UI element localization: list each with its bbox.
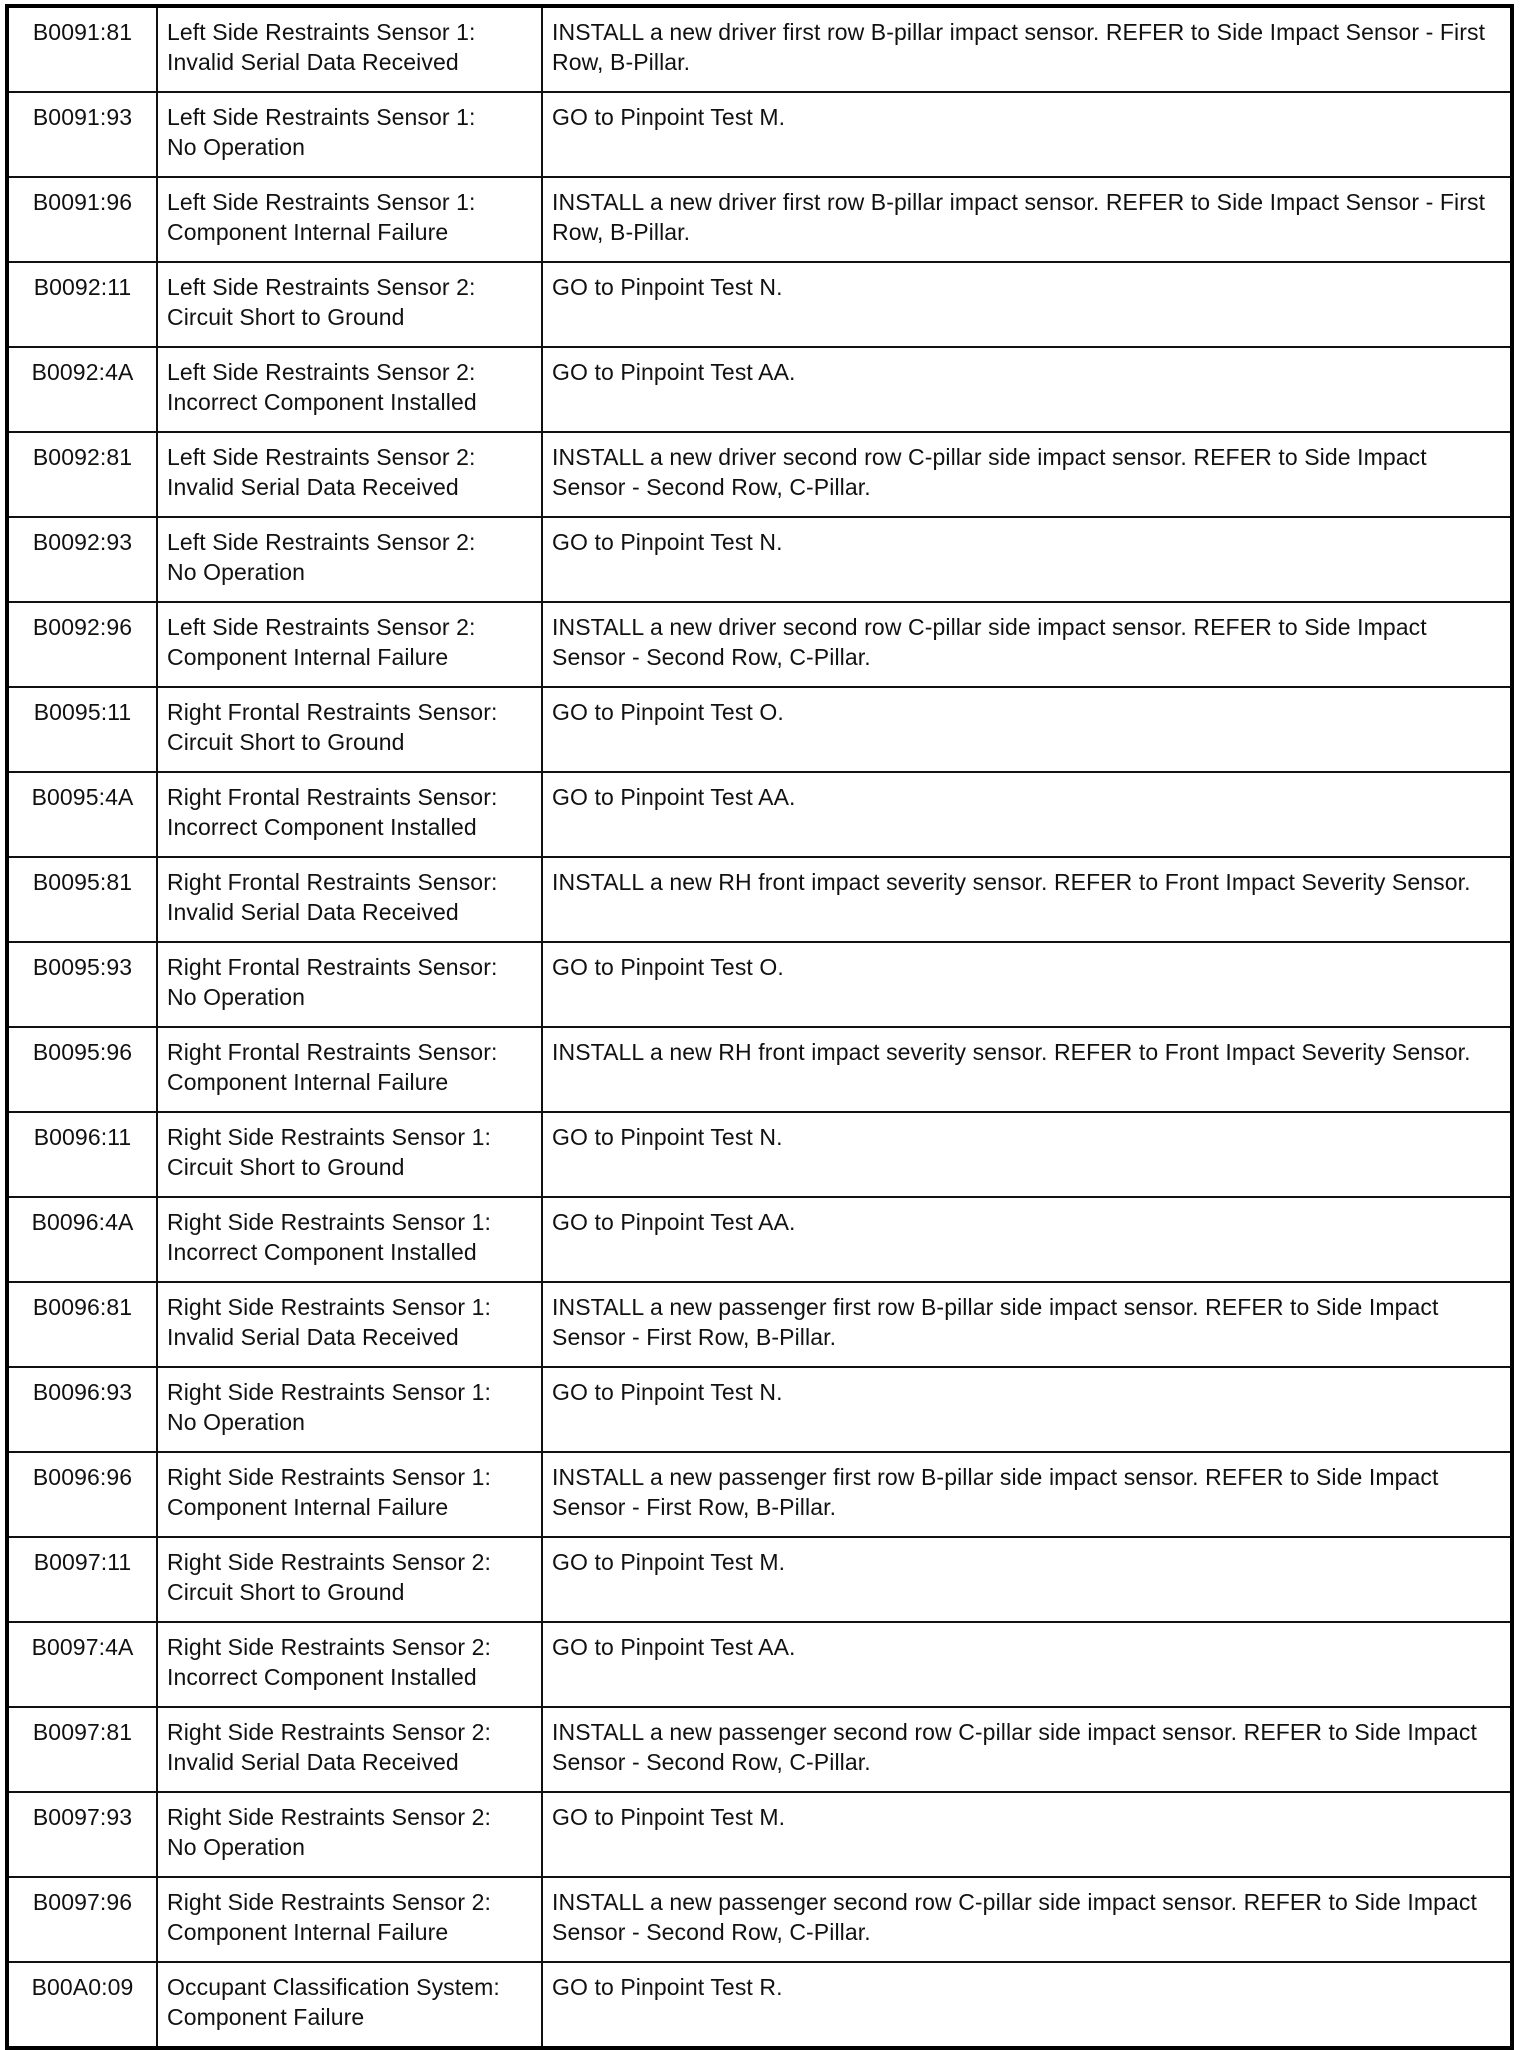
dtc-action: INSTALL a new driver second row C-pillar side impact sensor. REFER to Side Impact Sensor - Second Row, C-Pillar. <box>542 432 1512 517</box>
dtc-description <box>157 1027 542 1112</box>
dtc-description <box>157 602 542 687</box>
dtc-description <box>157 1112 542 1197</box>
table-row <box>7 262 1512 347</box>
description-line-2: Circuit Short to Ground <box>167 304 405 330</box>
description-line-1: Left Side Restraints Sensor 2: <box>167 444 476 470</box>
dtc-description <box>157 1452 542 1537</box>
description-line-1: Right Side Restraints Sensor 1: <box>167 1294 491 1320</box>
dtc-code: B0091:96 <box>7 177 157 262</box>
description-line-1: Left Side Restraints Sensor 1: <box>167 104 476 130</box>
dtc-action: GO to Pinpoint Test AA. <box>542 772 1512 857</box>
dtc-description <box>157 687 542 772</box>
dtc-code: B0095:93 <box>7 942 157 1027</box>
dtc-code: B0092:4A <box>7 347 157 432</box>
description-line-2: No Operation <box>167 134 305 160</box>
description-line-2: Circuit Short to Ground <box>167 729 405 755</box>
dtc-description <box>157 1282 542 1367</box>
dtc-action: INSTALL a new driver second row C-pillar side impact sensor. REFER to Side Impact Sensor - Second Row, C-Pillar. <box>542 602 1512 687</box>
dtc-action: INSTALL a new RH front impact severity sensor. REFER to Front Impact Severity Sensor. <box>542 1027 1512 1112</box>
dtc-code: B0096:96 <box>7 1452 157 1537</box>
table-row <box>7 687 1512 772</box>
description-line-2: Component Internal Failure <box>167 1069 449 1095</box>
description-line-1: Right Frontal Restraints Sensor: <box>167 1039 498 1065</box>
table-row <box>7 6 1512 92</box>
description-line-1: Left Side Restraints Sensor 2: <box>167 274 476 300</box>
description-line-1: Right Side Restraints Sensor 2: <box>167 1634 491 1660</box>
description-line-1: Right Side Restraints Sensor 2: <box>167 1889 491 1915</box>
dtc-table <box>5 4 1514 2050</box>
dtc-description <box>157 1197 542 1282</box>
dtc-code: B0095:96 <box>7 1027 157 1112</box>
dtc-action: INSTALL a new passenger first row B-pillar side impact sensor. REFER to Side Impact Sensor - First Row, B-Pillar. <box>542 1282 1512 1367</box>
dtc-code: B0097:4A <box>7 1622 157 1707</box>
description-line-1: Occupant Classification System: <box>167 1974 500 2000</box>
dtc-description <box>157 857 542 942</box>
dtc-code: B0091:81 <box>7 6 157 92</box>
description-line-1: Right Frontal Restraints Sensor: <box>167 699 498 725</box>
dtc-code: B0096:11 <box>7 1112 157 1197</box>
dtc-action: INSTALL a new driver first row B-pillar impact sensor. REFER to Side Impact Sensor - First Row, B-Pillar. <box>542 177 1512 262</box>
dtc-action: GO to Pinpoint Test O. <box>542 687 1512 772</box>
dtc-action: INSTALL a new passenger first row B-pillar side impact sensor. REFER to Side Impact Sensor - First Row, B-Pillar. <box>542 1452 1512 1537</box>
dtc-code: B0092:93 <box>7 517 157 602</box>
dtc-table-body <box>7 6 1512 2048</box>
dtc-action: INSTALL a new RH front impact severity sensor. REFER to Front Impact Severity Sensor. <box>542 857 1512 942</box>
description-line-2: Component Internal Failure <box>167 1494 449 1520</box>
dtc-description <box>157 1792 542 1877</box>
table-row <box>7 517 1512 602</box>
dtc-action: GO to Pinpoint Test N. <box>542 262 1512 347</box>
description-line-2: Incorrect Component Installed <box>167 1239 477 1265</box>
table-row <box>7 1452 1512 1537</box>
description-line-1: Right Side Restraints Sensor 2: <box>167 1719 491 1745</box>
dtc-code: B0095:11 <box>7 687 157 772</box>
dtc-action: GO to Pinpoint Test N. <box>542 517 1512 602</box>
table-row <box>7 347 1512 432</box>
dtc-action: INSTALL a new passenger second row C-pillar side impact sensor. REFER to Side Impact Sensor - Second Row, C-Pillar. <box>542 1707 1512 1792</box>
description-line-2: Component Internal Failure <box>167 1919 449 1945</box>
table-row <box>7 1197 1512 1282</box>
table-row <box>7 177 1512 262</box>
dtc-description <box>157 1707 542 1792</box>
dtc-description <box>157 1537 542 1622</box>
dtc-description <box>157 432 542 517</box>
dtc-description <box>157 1962 542 2048</box>
dtc-description <box>157 347 542 432</box>
table-row <box>7 432 1512 517</box>
description-line-2: Incorrect Component Installed <box>167 814 477 840</box>
dtc-code: B0097:93 <box>7 1792 157 1877</box>
description-line-2: No Operation <box>167 984 305 1010</box>
dtc-action: INSTALL a new passenger second row C-pillar side impact sensor. REFER to Side Impact Sensor - Second Row, C-Pillar. <box>542 1877 1512 1962</box>
description-line-2: Invalid Serial Data Received <box>167 49 459 75</box>
table-row <box>7 602 1512 687</box>
table-row <box>7 1622 1512 1707</box>
table-row <box>7 1792 1512 1877</box>
dtc-action: GO to Pinpoint Test O. <box>542 942 1512 1027</box>
dtc-action: GO to Pinpoint Test M. <box>542 1537 1512 1622</box>
description-line-2: No Operation <box>167 1409 305 1435</box>
table-row <box>7 942 1512 1027</box>
dtc-code: B0096:93 <box>7 1367 157 1452</box>
description-line-1: Right Side Restraints Sensor 1: <box>167 1464 491 1490</box>
dtc-description <box>157 1622 542 1707</box>
dtc-code: B0092:81 <box>7 432 157 517</box>
description-line-2: No Operation <box>167 1834 305 1860</box>
table-row <box>7 1707 1512 1792</box>
dtc-code: B0091:93 <box>7 92 157 177</box>
table-row <box>7 92 1512 177</box>
description-line-1: Left Side Restraints Sensor 2: <box>167 359 476 385</box>
dtc-description <box>157 1367 542 1452</box>
description-line-1: Right Frontal Restraints Sensor: <box>167 954 498 980</box>
dtc-action: GO to Pinpoint Test M. <box>542 1792 1512 1877</box>
table-row <box>7 1537 1512 1622</box>
dtc-code: B0097:81 <box>7 1707 157 1792</box>
description-line-1: Right Side Restraints Sensor 1: <box>167 1124 491 1150</box>
table-row <box>7 1367 1512 1452</box>
dtc-description <box>157 6 542 92</box>
description-line-2: Invalid Serial Data Received <box>167 1749 459 1775</box>
dtc-description <box>157 262 542 347</box>
dtc-code: B0092:11 <box>7 262 157 347</box>
dtc-code: B0096:4A <box>7 1197 157 1282</box>
description-line-1: Right Frontal Restraints Sensor: <box>167 784 498 810</box>
description-line-1: Right Frontal Restraints Sensor: <box>167 869 498 895</box>
dtc-code: B0097:11 <box>7 1537 157 1622</box>
dtc-action: GO to Pinpoint Test N. <box>542 1367 1512 1452</box>
description-line-1: Left Side Restraints Sensor 2: <box>167 614 476 640</box>
description-line-1: Right Side Restraints Sensor 1: <box>167 1209 491 1235</box>
dtc-action: INSTALL a new driver first row B-pillar impact sensor. REFER to Side Impact Sensor - First Row, B-Pillar. <box>542 6 1512 92</box>
description-line-1: Left Side Restraints Sensor 2: <box>167 529 476 555</box>
table-row <box>7 1962 1512 2048</box>
description-line-2: Incorrect Component Installed <box>167 389 477 415</box>
dtc-action: GO to Pinpoint Test AA. <box>542 347 1512 432</box>
dtc-description <box>157 92 542 177</box>
dtc-description <box>157 177 542 262</box>
description-line-2: Invalid Serial Data Received <box>167 899 459 925</box>
dtc-code: B0092:96 <box>7 602 157 687</box>
dtc-code: B0097:96 <box>7 1877 157 1962</box>
dtc-code: B0095:81 <box>7 857 157 942</box>
dtc-code: B00A0:09 <box>7 1962 157 2048</box>
description-line-2: Component Internal Failure <box>167 219 449 245</box>
dtc-action: GO to Pinpoint Test R. <box>542 1962 1512 2048</box>
description-line-2: Incorrect Component Installed <box>167 1664 477 1690</box>
description-line-2: Component Internal Failure <box>167 644 449 670</box>
table-row <box>7 857 1512 942</box>
description-line-1: Left Side Restraints Sensor 1: <box>167 189 476 215</box>
description-line-1: Right Side Restraints Sensor 2: <box>167 1549 491 1575</box>
description-line-2: Component Failure <box>167 2004 365 2030</box>
dtc-description <box>157 1877 542 1962</box>
table-row <box>7 1282 1512 1367</box>
table-row <box>7 1877 1512 1962</box>
dtc-description <box>157 517 542 602</box>
description-line-2: Invalid Serial Data Received <box>167 474 459 500</box>
description-line-1: Right Side Restraints Sensor 2: <box>167 1804 491 1830</box>
description-line-1: Left Side Restraints Sensor 1: <box>167 19 476 45</box>
description-line-2: Circuit Short to Ground <box>167 1579 405 1605</box>
table-row <box>7 1027 1512 1112</box>
dtc-action: GO to Pinpoint Test N. <box>542 1112 1512 1197</box>
description-line-2: Circuit Short to Ground <box>167 1154 405 1180</box>
dtc-action: GO to Pinpoint Test AA. <box>542 1622 1512 1707</box>
description-line-2: Invalid Serial Data Received <box>167 1324 459 1350</box>
description-line-2: No Operation <box>167 559 305 585</box>
dtc-action: GO to Pinpoint Test AA. <box>542 1197 1512 1282</box>
dtc-description <box>157 942 542 1027</box>
dtc-action: GO to Pinpoint Test M. <box>542 92 1512 177</box>
dtc-description <box>157 772 542 857</box>
dtc-code: B0096:81 <box>7 1282 157 1367</box>
table-row <box>7 1112 1512 1197</box>
table-row <box>7 772 1512 857</box>
description-line-1: Right Side Restraints Sensor 1: <box>167 1379 491 1405</box>
dtc-code: B0095:4A <box>7 772 157 857</box>
